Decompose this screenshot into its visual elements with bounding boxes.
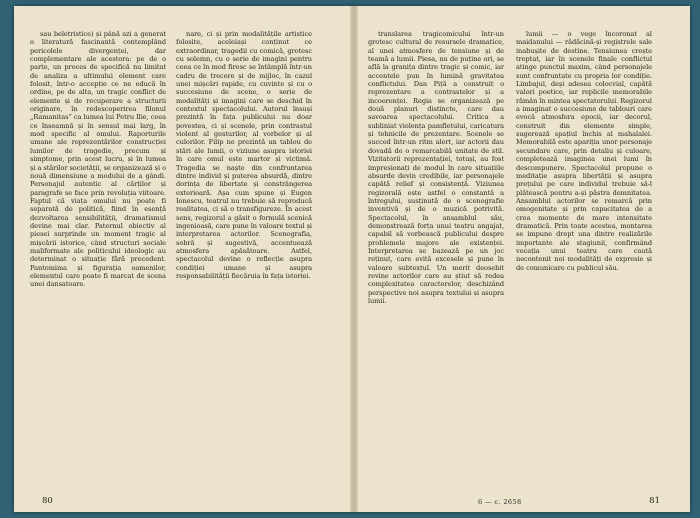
book-spine: [350, 6, 358, 512]
left-page: [14, 6, 350, 512]
printer-signature-mark: 6 — c. 2658: [478, 498, 522, 506]
right-page-column-1: translarea tragicomicului într-un grotesc cultural de resursele dramatice, al unei atmosfere de tensiune și de teamă a lumii. Piesa, nu de puține ori, se află la granița dintre tragic și comic, iar accentele pun în lumină gravitatea conflictului. Dan Piță a construit o reprezentare a contrastelor și a incoerenței. Regia se organizează pe două planuri distincte, care dau savoarea spectacolului. Critica a subliniat violența pamfletului, caricatura și tehnicile de prezentare. Scenele se succed într-un ritm alert, iar actorii dau dovadă de o remarcabilă unitate de stil. Vizitatorii reprezentației, totuși, au fost impresionați de modul în care situațiile absurde devin credibile, iar personajele capătă relief și consistență. Viziunea regizorală este astfel o constantă a întregului, susținută de o scenografie inventivă și de o muzică potrivită. Spectacolul, în ansamblul său, demonstrează forța unui teatru angajat, capabil să vorbească publicului despre problemele majore ale existenței. Interpretarea se bazează pe un joc reținut, care evită excesele și pune în valoare subtextul. Un merit deosebit revine actorilor care au știut să redea complexitatea caracterelor, deschizând perspective noi asupra textului și asupra lumii.: [368, 30, 504, 305]
page-number-left: 80: [42, 496, 53, 506]
page-number-right: 81: [649, 496, 660, 506]
left-page-column-2: nare, ci și prin modalitățile artistice folosite, aceleiași conținut ce extraordinar, tragedii cu comică, grotesc cu solemn, cu o serie de imagini pentru ceea ce în mod firesc se întâmplă într-un cadru de trecere și de mijloc, în cazul unei mișcări rapide, cu cuvinte și cu o succesiune de scene, o serie de modalități și imagini care se deschid în contextul spectacolului. Autorul însuși prezintă în fața publicului nu doar povestea, ci și scenele, prin contrastul violent al gesturilor, al vorbelor și al culorilor. Filip ne prezintă un tablou de stări ale lumii, o viziune asupra istoriei în care omul este martor și victimă. Tragedia se naște din confruntarea dintre individ și puterea absurdă, dintre dorința de libertate și constrângerea exterioară. Așa cum spune și Eugen Ionescu, teatrul nu trebuie să reproducă realitatea, ci să o transfigureze. În acest sens, regizorul a găsit o formulă scenică ingenioasă, care pune în valoare textul și interpretarea actorilor. Scenografia, sobră și sugestivă, accentuează atmosfera apăsătoare. Astfel, spectacolul devine o reflecție asupra condiției umane și asupra responsabilității fiecăruia în fața istoriei.: [176, 30, 312, 280]
right-page: [358, 6, 690, 512]
left-page-column-1: sau beletristice) și până azi a generat o literatură fascinantă contemplând pericolele divergenței, dar complementare ale acestora: pe de o parte, un proces de specifică nu limitat de analiza a ultimului element care folosit, într-o accepție ce ne educă în ordine, pe de alta, un tragic conflict de elemente și de recuperare a structurii originare, în redescoperirea filonul „Ramanitas” ca lumea lui Petru Ilie, ceea ce înseamnă și în sensul mai larg, în mod specific al omului. Raporturile umane ale reprezentărilor construcției lumilor de tragedie, precum și simptome, prin acest lucru, și în lumea și a stărilor societății, se organizează și o nouă dimensiune a modului de a gândi. Personajul autentic al cărților și paragrafe se face prin revoluția viitoare. Faptul că viața omului nu poate fi separată de politică, fiind în esență dezvoltarea sensibilității, dramatismul devine mai clar. Paternul obiectiv al piesei surprinde un moment tragic al mișcării istorice, când structuri sociale maliformate ale politicului ideologic au determinat o situație fără precedent. Pantomima și figurația oamenilor, elementul care poate fi marcat de scena unei dansatoare.: [30, 30, 166, 289]
right-page-column-2: lumii — o vege încoronat al maidanului — rădăcină-și registrele sale inabușite de destine. Tensiunea crește treptat, iar în scenele finale conflictul atinge punctul maxim, când personajele sunt confruntate cu propria lor condiție. Limbajul, deși adesea colocvial, capătă valori poetice, iar replicile memorabile rămân în mintea spectatorului. Regizorul a imaginat o succesiune de tablouri care evocă atmosfera epocii, iar decorul, construit din elemente simple, sugerează spațiul închis al mahalalei. Memorabilă este apariția unor personaje secundare care, prin detaliu și culoare, completează imaginea unei lumi în descompunere. Spectacolul propune o meditație asupra libertății și asupra prețului pe care individul trebuie să-l plătească pentru a-și păstra demnitatea. Ansamblul actorilor se remarcă prin omogenitate și prin capacitatea de a crea momente de mare intensitate dramatică. Prin toate acestea, montarea se impune drept una dintre realizările importante ale stagiunii, confirmând vocația unui teatru care caută necontenit noi modalități de expresie și de comunicare cu publicul său.: [516, 30, 652, 272]
magazine-spread: [14, 6, 690, 512]
